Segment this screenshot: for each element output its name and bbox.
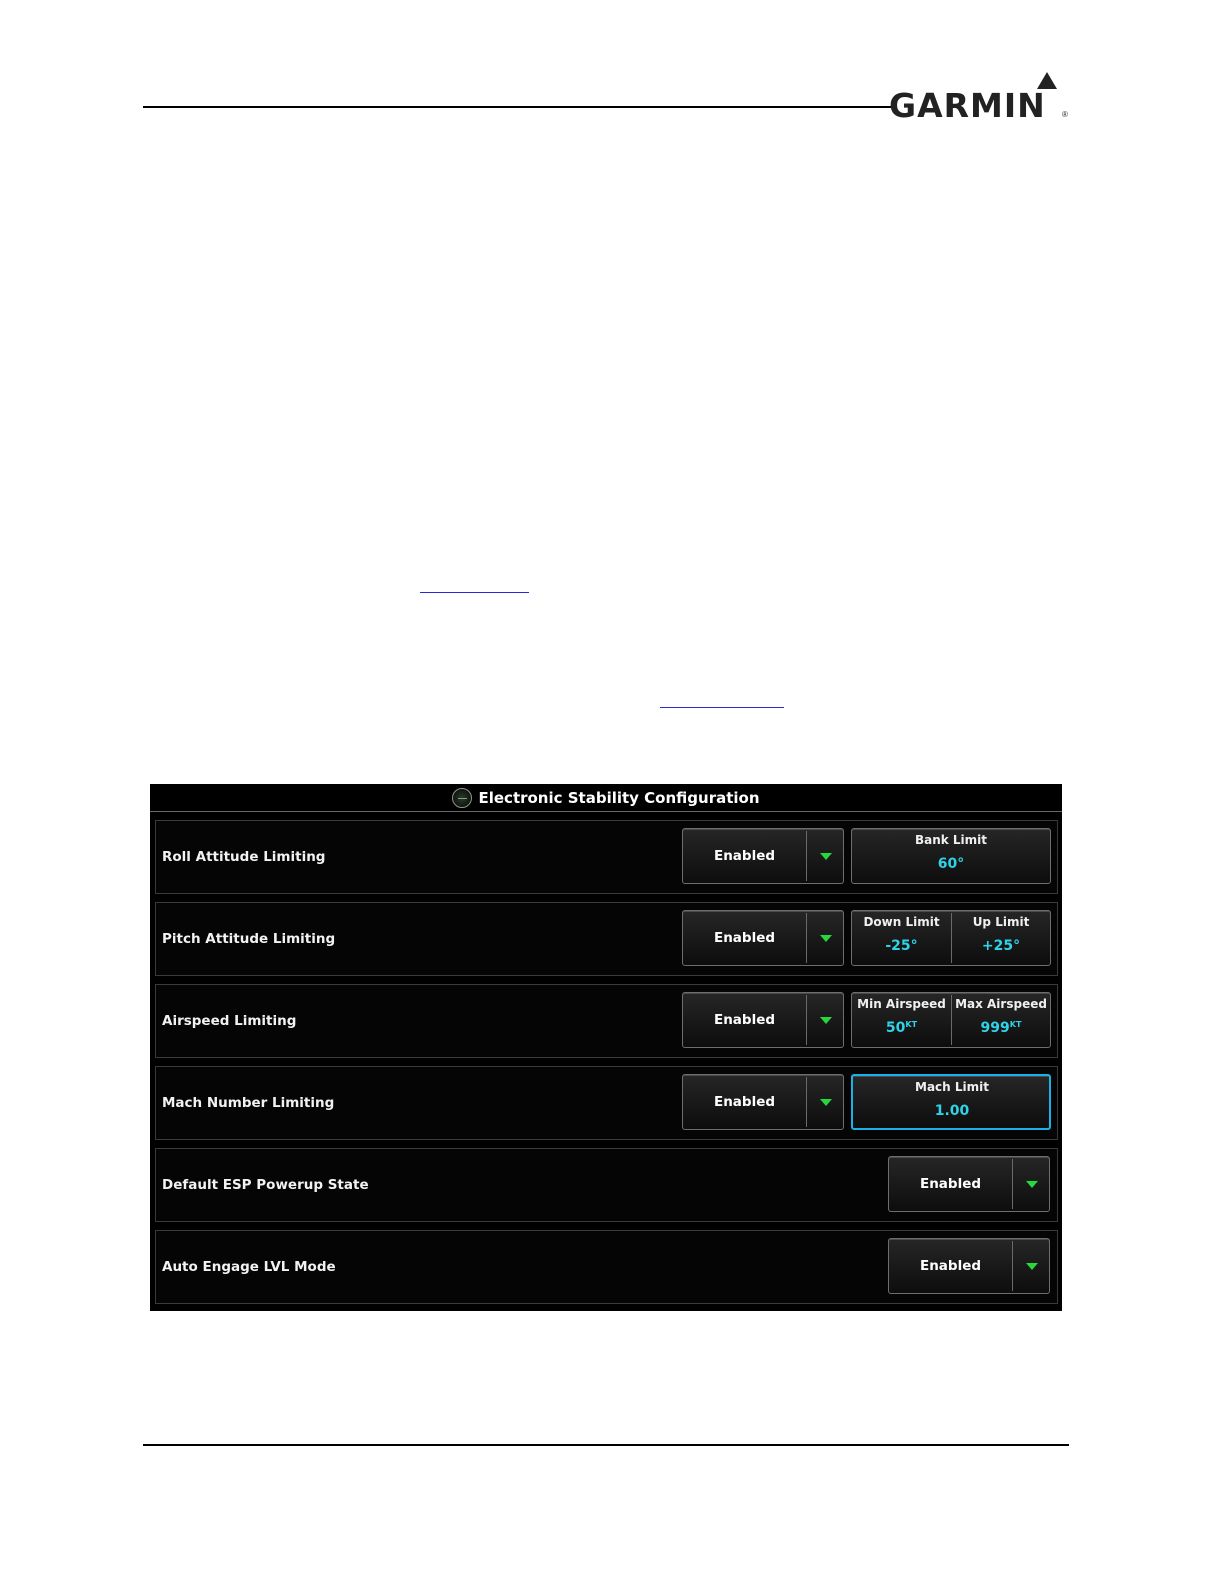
max-airspeed-field[interactable]	[952, 993, 1050, 1047]
powerup-state-dropdown[interactable]	[888, 1156, 1050, 1212]
row-label: Auto Engage LVL Mode	[162, 1259, 336, 1275]
limit-value: +25°	[981, 938, 1021, 954]
divider	[1012, 1159, 1013, 1209]
min-airspeed-field[interactable]	[852, 993, 951, 1047]
bank-limit-button[interactable]	[851, 828, 1051, 884]
dropdown-value: Enabled	[919, 1176, 982, 1192]
row-pitch-attitude-limiting	[155, 902, 1058, 976]
dropdown-value: Enabled	[713, 1012, 776, 1028]
page-title: Electronic Stability Configuration	[478, 788, 760, 807]
row-label: Pitch Attitude Limiting	[162, 931, 336, 947]
mach-limiting-dropdown[interactable]	[682, 1074, 844, 1130]
row-label: Mach Number Limiting	[162, 1095, 335, 1111]
title-bar	[150, 784, 1062, 812]
esp-configuration-screen	[150, 784, 1062, 1311]
hyperlink-underline[interactable]	[660, 707, 784, 708]
dropdown-value: Enabled	[919, 1258, 982, 1274]
limit-value: 60°	[937, 856, 965, 872]
hyperlink-underline[interactable]	[420, 592, 529, 593]
limit-value: 50	[885, 1020, 906, 1036]
bank-limit-field[interactable]	[852, 829, 1050, 883]
row-label: Airspeed Limiting	[162, 1013, 297, 1029]
chevron-down-icon[interactable]	[820, 1017, 832, 1024]
limit-label: Max Airspeed	[955, 997, 1047, 1011]
chevron-down-icon[interactable]	[820, 853, 832, 860]
row-roll-attitude-limiting	[155, 820, 1058, 894]
chevron-down-icon[interactable]	[1026, 1263, 1038, 1270]
header-rule	[143, 106, 891, 108]
dropdown-value: Enabled	[713, 930, 776, 946]
down-limit-field[interactable]	[852, 911, 951, 965]
up-limit-field[interactable]	[952, 911, 1050, 965]
limit-label: Min Airspeed	[857, 997, 946, 1011]
unit-label: KT	[1009, 1020, 1022, 1029]
limit-label: Mach Limit	[915, 1080, 989, 1094]
row-airspeed-limiting	[155, 984, 1058, 1058]
mach-limit-field[interactable]	[853, 1076, 1051, 1130]
limit-label: Down Limit	[863, 915, 940, 929]
limit-value-group	[852, 1020, 951, 1036]
roll-limiting-dropdown[interactable]	[682, 828, 844, 884]
divider	[806, 913, 807, 963]
divider	[1012, 1241, 1013, 1291]
row-label: Roll Attitude Limiting	[162, 849, 326, 865]
row-default-esp-powerup-state	[155, 1148, 1058, 1222]
airspeed-limiting-dropdown[interactable]	[682, 992, 844, 1048]
chevron-down-icon[interactable]	[820, 1099, 832, 1106]
limit-value: -25°	[885, 938, 918, 954]
dropdown-value: Enabled	[713, 848, 776, 864]
divider	[806, 831, 807, 881]
row-mach-number-limiting	[155, 1066, 1058, 1140]
registered-mark: ®	[1062, 110, 1068, 119]
auto-engage-lvl-dropdown[interactable]	[888, 1238, 1050, 1294]
airspeed-limits-button[interactable]	[851, 992, 1051, 1048]
unit-label: KT	[905, 1020, 918, 1029]
limit-label: Bank Limit	[914, 833, 988, 847]
limit-value-group	[952, 1020, 1050, 1036]
divider	[806, 1077, 807, 1127]
row-auto-engage-lvl-mode	[155, 1230, 1058, 1304]
divider	[806, 995, 807, 1045]
dropdown-value: Enabled	[713, 1094, 776, 1110]
pitch-limits-button[interactable]	[851, 910, 1051, 966]
limit-value: 999	[980, 1020, 1010, 1036]
chevron-down-icon[interactable]	[1026, 1181, 1038, 1188]
footer-rule	[143, 1444, 1069, 1446]
row-label: Default ESP Powerup State	[162, 1177, 369, 1193]
esp-icon	[452, 788, 472, 808]
mach-limit-button[interactable]	[851, 1074, 1051, 1130]
limit-label: Up Limit	[972, 915, 1030, 929]
logo-text: GARMIN	[889, 86, 1046, 125]
garmin-logo	[889, 72, 1071, 124]
pitch-limiting-dropdown[interactable]	[682, 910, 844, 966]
limit-value: 1.00	[934, 1103, 970, 1119]
chevron-down-icon[interactable]	[820, 935, 832, 942]
